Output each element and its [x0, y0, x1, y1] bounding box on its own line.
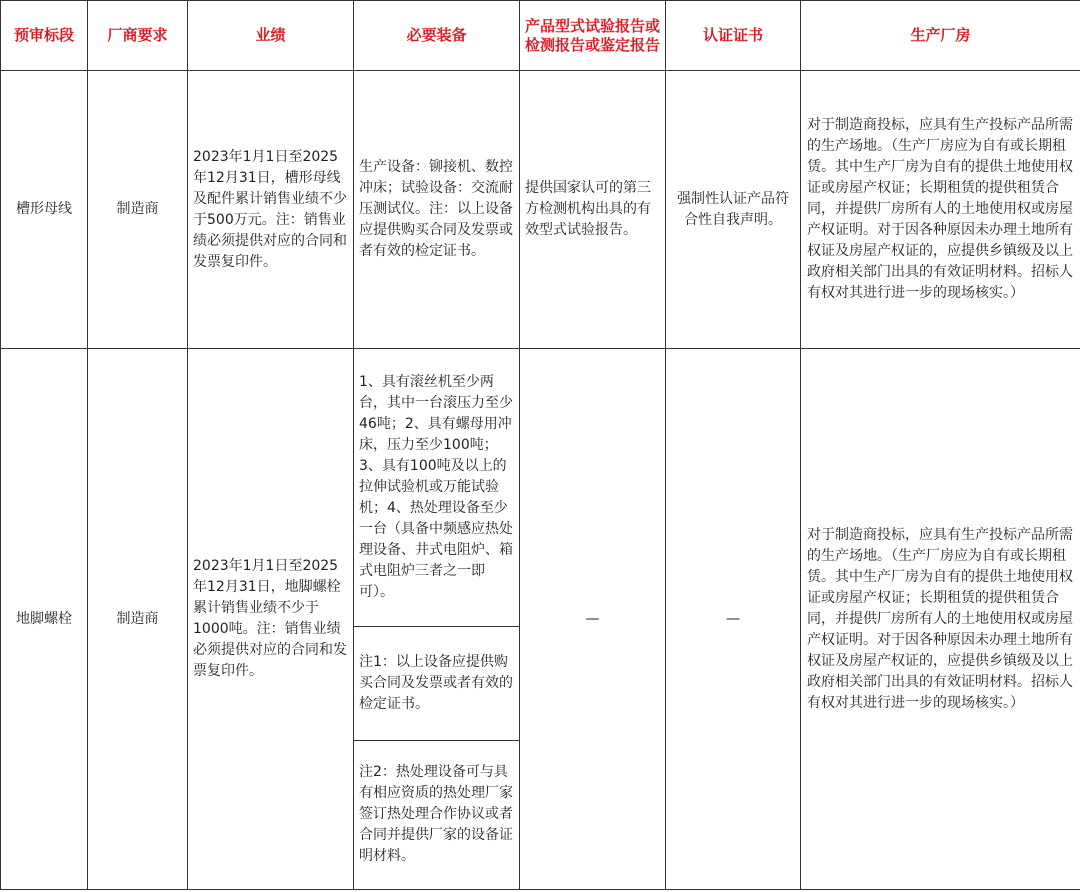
header-row	[1, 1, 1080, 71]
cell-vendor: 制造商	[88, 349, 188, 890]
header-vendor-requirement: 厂商要求	[88, 1, 188, 71]
equipment-note-2: 注2：热处理设备可与具有相应资质的热处理厂家签订热处理合作协议或者合同并提供厂家的设备证明材料。	[359, 764, 513, 865]
cell-certificate: 强制性认证产品符合性自我声明。	[666, 71, 801, 349]
cell-equipment: 生产设备：铆接机、数控冲床；试验设备：交流耐压测试仪。注：以上设备应提供购买合同及发票或者有效的检定证书。	[354, 71, 520, 349]
cell-report: —	[520, 349, 666, 890]
equipment-note-1: 注1：以上设备应提供购买合同及发票或者有效的检定证书。	[354, 626, 519, 740]
table-row	[1, 349, 1080, 890]
cell-certificate: —	[666, 349, 801, 890]
equipment-subtable	[354, 349, 519, 889]
cell-report: 提供国家认可的第三方检测机构出具的有效型式试验报告。	[520, 71, 666, 349]
cell-performance: 2023年1月1日至2025年12月31日，槽形母线及配件累计销售业绩不少于500万元。注：销售业绩必须提供对应的合同和发票复印件。	[188, 71, 354, 349]
cell-stage: 地脚螺栓	[1, 349, 88, 890]
cell-equipment	[354, 349, 520, 890]
cell-factory: 对于制造商投标，应具有生产投标产品所需的生产场地。（生产厂房应为自有或长期租赁。其中生产厂房为自有的提供土地使用权证或房屋产权证；长期租赁的提供租赁合同，并提供厂房所有人的土地使用权或房屋产权证明。对于因各种原因未办理土地所有权证及房屋产权证的，应提供乡镇级及以上政府相关部门出具的有效证明材料。招标人有权对其进行进一步的现场核实。）	[801, 349, 1080, 890]
header-certificate: 认证证书	[666, 1, 801, 71]
header-stage: 预审标段	[1, 1, 88, 71]
equipment-item-main: 1、具有滚丝机至少两台，其中一台滚压力至少46吨；2、具有螺母用冲床，压力至少100吨；3、具有100吨及以上的拉伸试验机或万能试验机；4、热处理设备至少一台（具备中频感应热处理设备、井式电阻炉、箱式电阻炉三者之一即可）。	[354, 349, 519, 626]
cell-performance: 2023年1月1日至2025年12月31日，地脚螺栓累计销售业绩不少于1000吨。注：销售业绩必须提供对应的合同和发票复印件。	[188, 349, 354, 890]
header-report: 产品型式试验报告或检测报告或鉴定报告	[520, 1, 666, 71]
cell-factory: 对于制造商投标，应具有生产投标产品所需的生产场地。（生产厂房应为自有或长期租赁。其中生产厂房为自有的提供土地使用权证或房屋产权证；长期租赁的提供租赁合同，并提供厂房所有人的土地使用权或房屋产权证明。对于因各种原因未办理土地所有权证及房屋产权证的，应提供乡镇级及以上政府相关部门出具的有效证明材料。招标人有权对其进行进一步的现场核实。）	[801, 71, 1080, 349]
cell-stage: 槽形母线	[1, 71, 88, 349]
table-row	[1, 71, 1080, 349]
header-performance: 业绩	[188, 1, 354, 71]
cell-vendor: 制造商	[88, 71, 188, 349]
header-factory: 生产厂房	[801, 1, 1080, 71]
header-equipment: 必要装备	[354, 1, 520, 71]
